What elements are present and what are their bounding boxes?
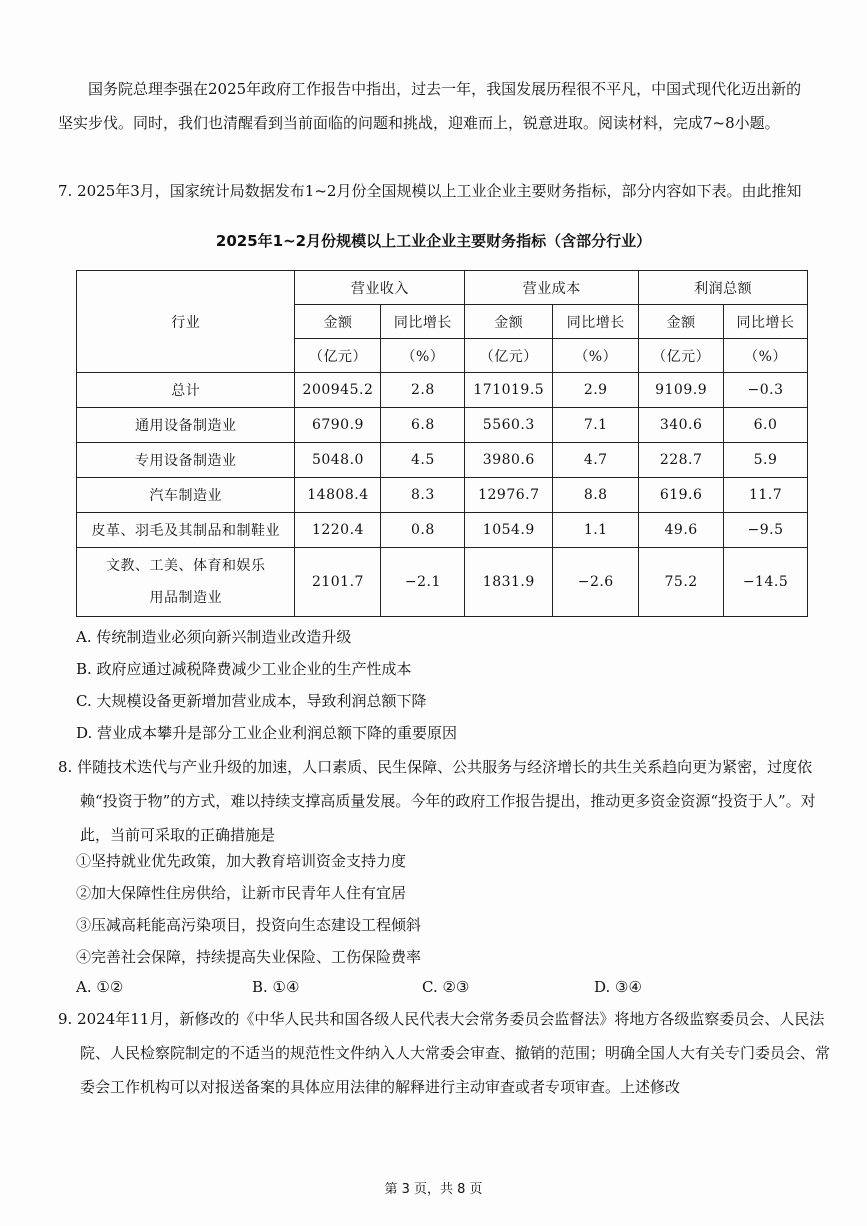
table-cell: 2101.7 bbox=[295, 548, 381, 617]
table-cell: 6.0 bbox=[724, 408, 808, 443]
table-cell: −2.6 bbox=[553, 548, 639, 617]
table-cell: 1054.9 bbox=[465, 513, 553, 548]
table-cell: 49.6 bbox=[639, 513, 724, 548]
table-cell: −14.5 bbox=[724, 548, 808, 617]
table-cell: 2.9 bbox=[553, 373, 639, 408]
header-row-groups bbox=[77, 271, 808, 305]
table-cell: 5048.0 bbox=[295, 443, 381, 478]
table-cell: −0.3 bbox=[724, 373, 808, 408]
table-cell: 2.8 bbox=[381, 373, 465, 408]
q8-choice-d: D. ③④ bbox=[594, 978, 642, 996]
page-footer: 第 3 页，共 8 页 bbox=[384, 1182, 483, 1197]
header-revenue: 营业收入 bbox=[295, 271, 465, 305]
header-amount: 金额 bbox=[639, 305, 724, 339]
table-title: 2025年1~2月份规模以上工业企业主要财务指标（含部分行业） bbox=[215, 232, 652, 250]
row-name-line2: 用品制造业 bbox=[149, 590, 222, 606]
header-yoy: 同比增长 bbox=[724, 305, 808, 339]
table-cell: 8.8 bbox=[553, 478, 639, 513]
table-cell: 5560.3 bbox=[465, 408, 553, 443]
q7-option-b: B. 政府应通过减税降费减少工业企业的生产性成本 bbox=[76, 660, 412, 678]
table-cell: 6.8 bbox=[381, 408, 465, 443]
row-name-line1: 文教、工美、体育和娱乐 bbox=[105, 558, 266, 574]
table-cell: −2.1 bbox=[381, 548, 465, 617]
unit-amount: （亿元） bbox=[639, 339, 724, 373]
header-cost: 营业成本 bbox=[465, 271, 639, 305]
row-name: 专用设备制造业 bbox=[77, 443, 295, 478]
row-name: 总计 bbox=[77, 373, 295, 408]
financial-table bbox=[76, 270, 808, 617]
header-profit: 利润总额 bbox=[639, 271, 808, 305]
unit-pct: （%） bbox=[553, 339, 639, 373]
header-amount: 金额 bbox=[295, 305, 381, 339]
q8-item-3: ③压减高耗能高污染项目，投资向生态建设工程倾斜 bbox=[76, 916, 422, 934]
intro-paragraph: 国务院总理李强在2025年政府工作报告中指出，过去一年，我国发展历程很不平凡，中国式现代化迈出新的坚实步伐。同时，我们也清醒看到当前面临的问题和挑战，迎难而上，锐意进取。阅读材料，完成7~8小题。 bbox=[58, 80, 802, 132]
table-cell: 11.7 bbox=[724, 478, 808, 513]
q8-item-4: ④完善社会保障，持续提高失业保险、工伤保险费率 bbox=[76, 948, 422, 966]
header-industry: 行业 bbox=[77, 271, 295, 373]
table-cell: 5.9 bbox=[724, 443, 808, 478]
table-cell: 171019.5 bbox=[465, 373, 553, 408]
table-cell: 6790.9 bbox=[295, 408, 381, 443]
header-amount: 金额 bbox=[465, 305, 553, 339]
q8-item-1: ①坚持就业优先政策，加大教育培训资金支持力度 bbox=[76, 852, 407, 870]
table-cell: 1.1 bbox=[553, 513, 639, 548]
row-name: 通用设备制造业 bbox=[77, 408, 295, 443]
table-cell: 200945.2 bbox=[295, 373, 381, 408]
table-cell: 228.7 bbox=[639, 443, 724, 478]
header-yoy: 同比增长 bbox=[381, 305, 465, 339]
table-cell: 12976.7 bbox=[465, 478, 553, 513]
unit-amount: （亿元） bbox=[465, 339, 553, 373]
table-cell: −9.5 bbox=[724, 513, 808, 548]
table-cell: 9109.9 bbox=[639, 373, 724, 408]
q7-option-c: C. 大规模设备更新增加营业成本，导致利润总额下降 bbox=[76, 692, 427, 710]
row-name: 皮革、羽毛及其制品和制鞋业 bbox=[77, 513, 295, 548]
header-yoy: 同比增长 bbox=[553, 305, 639, 339]
q7-option-d: D. 营业成本攀升是部分工业企业利润总额下降的重要原因 bbox=[76, 724, 458, 742]
row-name: 汽车制造业 bbox=[77, 478, 295, 513]
table-cell: 1220.4 bbox=[295, 513, 381, 548]
question-7-stem: 7. 2025年3月，国家统计局数据发布1~2月份全国规模以上工业企业主要财务指标，部分内容如下表。由此推知 bbox=[58, 182, 802, 200]
table-cell: 4.7 bbox=[553, 443, 639, 478]
table-cell: 75.2 bbox=[639, 548, 724, 617]
table-row bbox=[77, 443, 808, 478]
table-cell: 14808.4 bbox=[295, 478, 381, 513]
table-cell: 619.6 bbox=[639, 478, 724, 513]
table-cell: 340.6 bbox=[639, 408, 724, 443]
table-row bbox=[77, 408, 808, 443]
table-cell: 4.5 bbox=[381, 443, 465, 478]
q8-choice-c: C. ②③ bbox=[422, 978, 470, 996]
q7-option-a: A. 传统制造业必须向新兴制造业改造升级 bbox=[76, 628, 352, 646]
question-8-stem: 8. 伴随技术迭代与产业升级的加速，人口素质、民生保障、公共服务与经济增长的共生关系趋向更为紧密，过度依赖“投资于物”的方式，难以持续支撑高质量发展。今年的政府工作报告提出，推动更多资金资源“投资于人”。对此，当前可采取的正确措施是 bbox=[58, 758, 816, 844]
unit-pct: （%） bbox=[381, 339, 465, 373]
question-9-stem: 9. 2024年11月，新修改的《中华人民共和国各级人民代表大会常务委员会监督法》将地方各级监察委员会、人民法院、人民检察院制定的不适当的规范性文件纳入人大常委会审查、撤销的范围；明确全国人大有关专门委员会、常委会工作机构可以对报送备案的具体应用法律的解释进行主动审查或者专项审查。上述修改 bbox=[58, 1010, 831, 1096]
table-cell: 1831.9 bbox=[465, 548, 553, 617]
table-cell: 8.3 bbox=[381, 478, 465, 513]
unit-amount: （亿元） bbox=[295, 339, 381, 373]
table-cell: 7.1 bbox=[553, 408, 639, 443]
q8-choice-a: A. ①② bbox=[76, 978, 124, 996]
table-cell: 3980.6 bbox=[465, 443, 553, 478]
table-row bbox=[77, 373, 808, 408]
table-row bbox=[77, 548, 808, 617]
table-cell: 0.8 bbox=[381, 513, 465, 548]
unit-pct: （%） bbox=[724, 339, 808, 373]
row-name bbox=[77, 548, 295, 617]
table-row bbox=[77, 513, 808, 548]
q8-choice-b: B. ①④ bbox=[252, 978, 300, 996]
q8-item-2: ②加大保障性住房供给，让新市民青年人住有宜居 bbox=[76, 884, 407, 902]
table-row bbox=[77, 478, 808, 513]
